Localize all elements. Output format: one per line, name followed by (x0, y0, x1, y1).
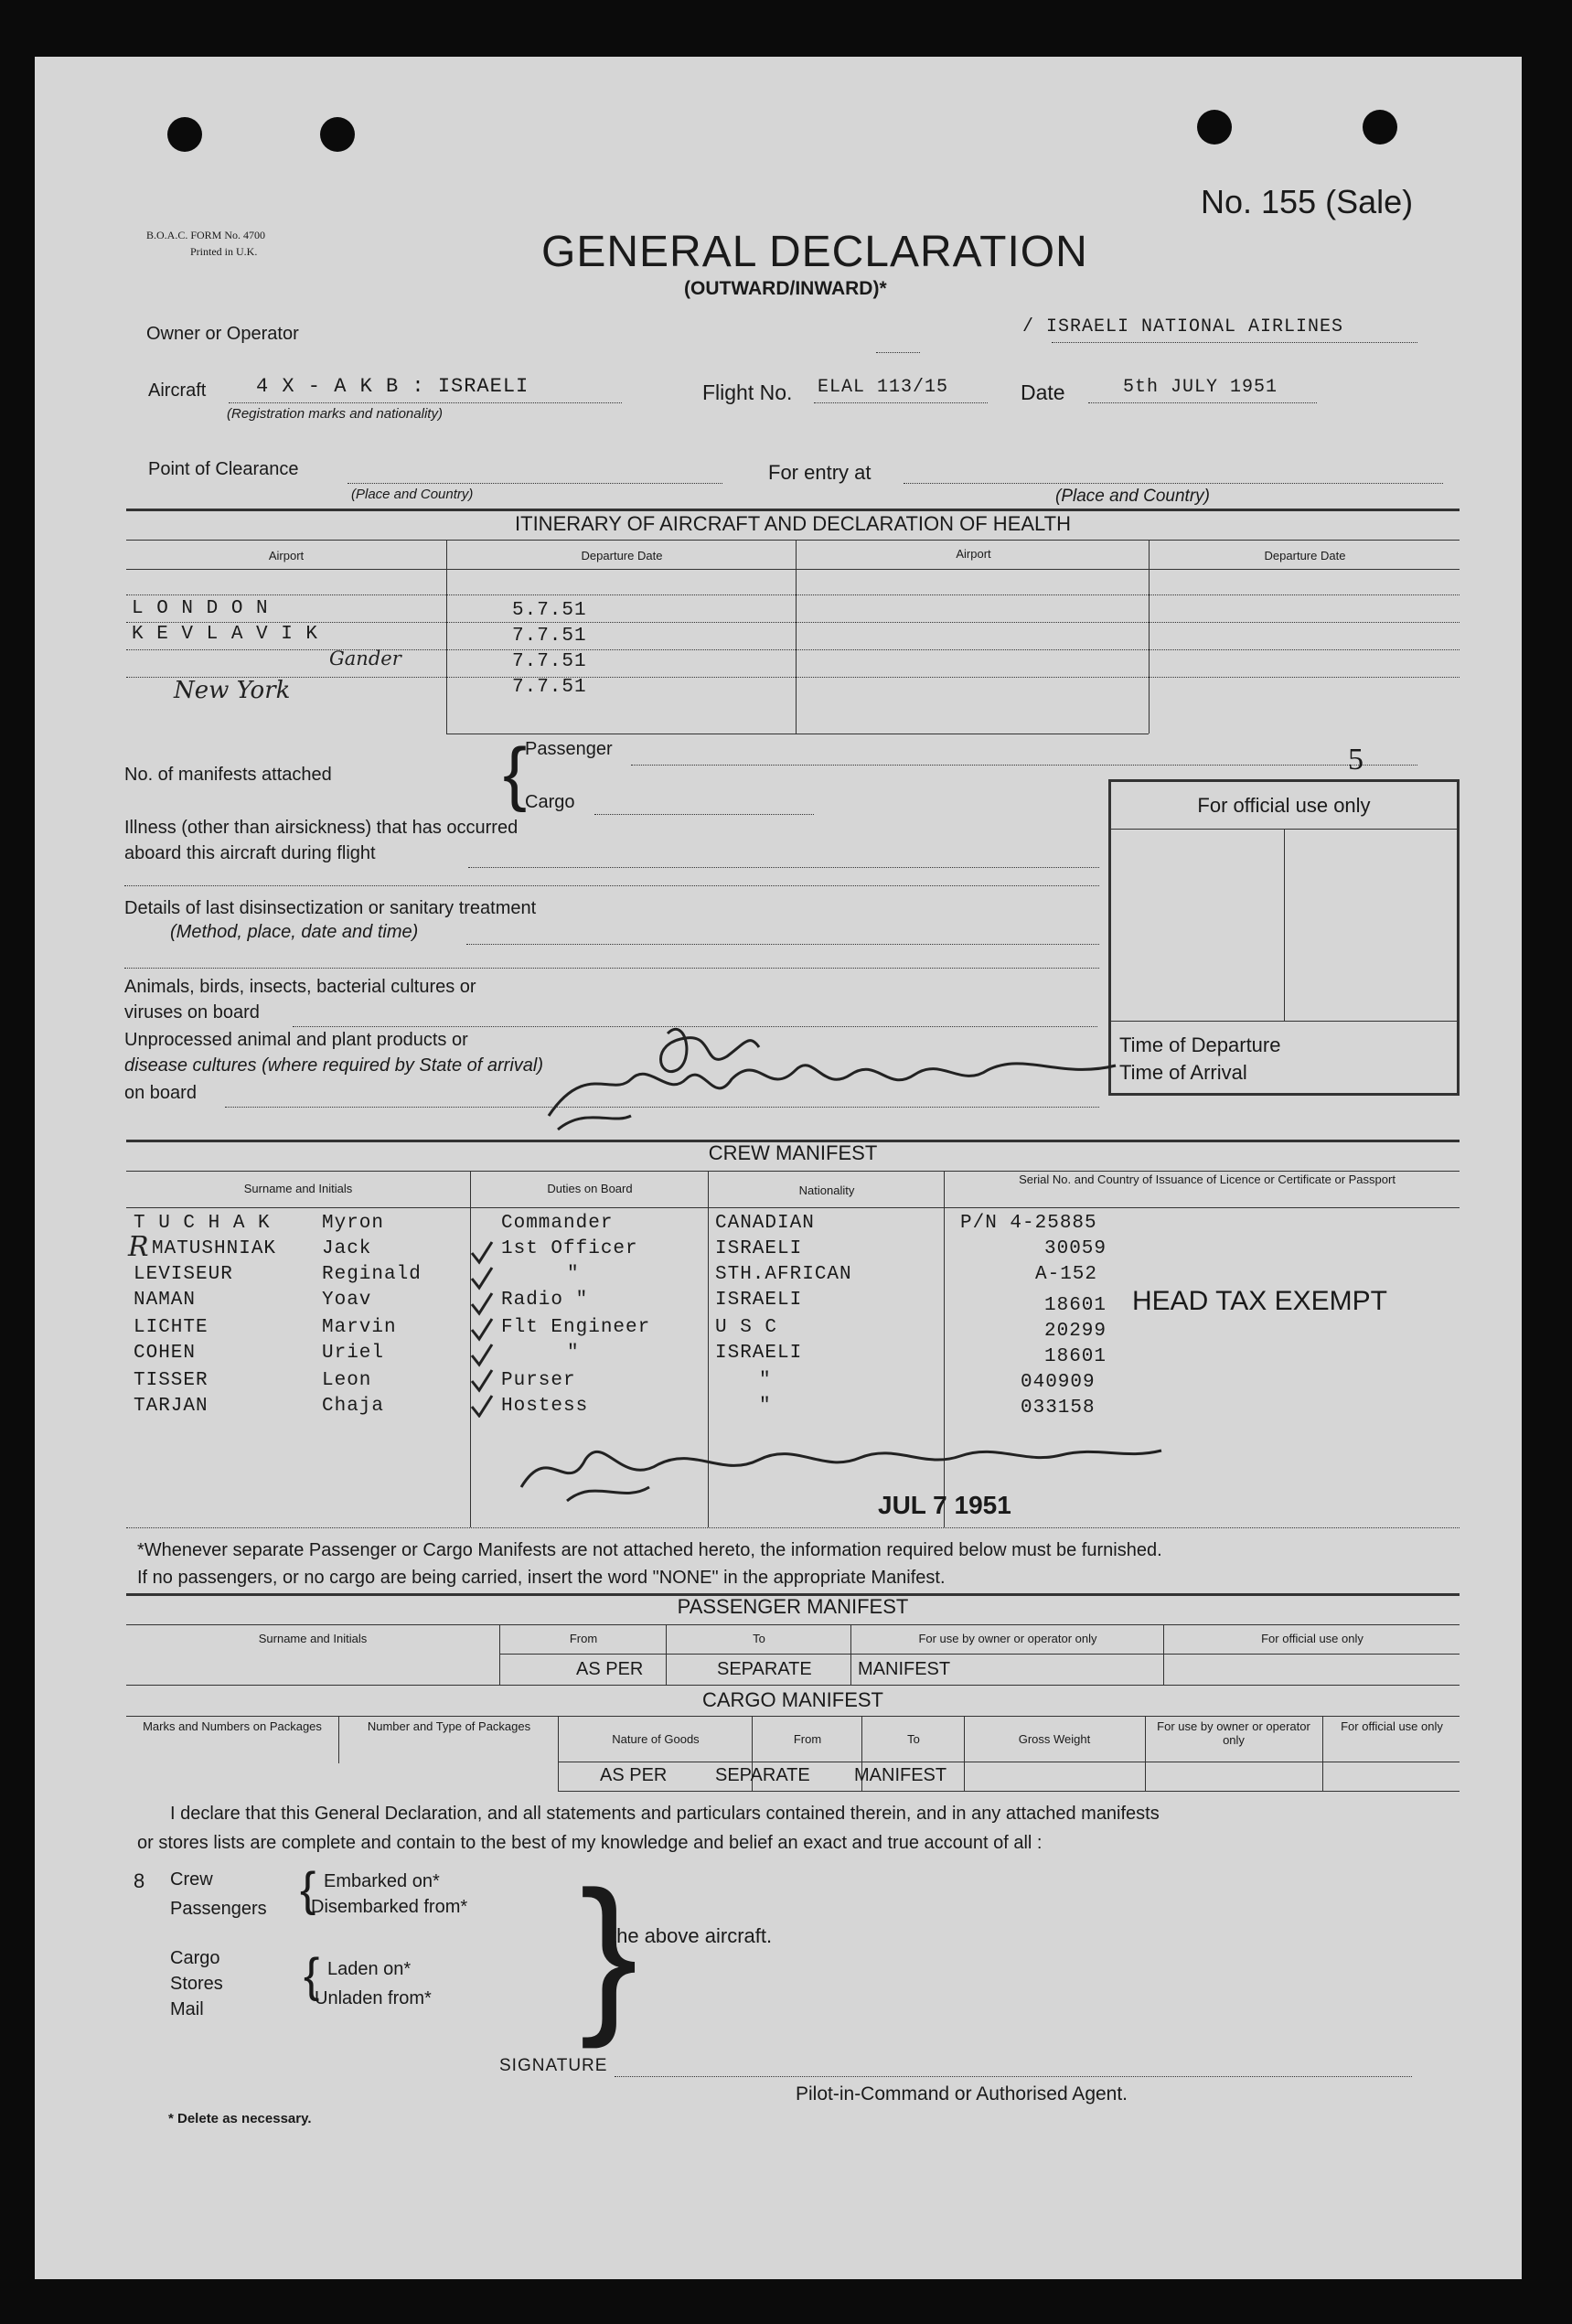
passenger-entry: SEPARATE (717, 1659, 812, 1679)
notice-rule (126, 1527, 1460, 1528)
cargo-header: From (793, 1732, 822, 1746)
cargo-rule (558, 1791, 1460, 1792)
check-marks (465, 1235, 519, 1418)
itinerary-header: Departure Date (581, 549, 663, 562)
crew-duty: Radio " (501, 1290, 589, 1311)
passenger-rule (126, 1685, 1460, 1686)
crew-serial: 18601 (1044, 1295, 1107, 1316)
stores-label: Stores (170, 1974, 223, 1994)
page-title: GENERAL DECLARATION (541, 228, 1088, 276)
section-line (124, 968, 1099, 969)
cargo-divider (558, 1716, 559, 1791)
cargo-footer-label: Cargo (170, 1948, 220, 1968)
official-use-title: For official use only (1197, 794, 1371, 817)
crew-duty: Commander (501, 1213, 614, 1234)
clearance-label: Point of Clearance (148, 459, 299, 479)
crew-nationality: ISRAELI (715, 1290, 803, 1311)
crew-nationality: " (759, 1396, 772, 1417)
crew-nationality: ISRAELI (715, 1238, 803, 1259)
signature-line (615, 2076, 1412, 2077)
passenger-divider (666, 1624, 667, 1685)
entry-label: For entry at (768, 461, 872, 484)
crew-header: Duties on Board (547, 1182, 633, 1195)
crew-duty: Purser (501, 1370, 576, 1391)
itinerary-rule (126, 569, 1460, 570)
time-arrival-label: Time of Arrival (1119, 1061, 1247, 1084)
itinerary-rule (126, 649, 1460, 650)
cargo-entry: AS PER (600, 1765, 668, 1785)
itinerary-rule (126, 677, 1460, 678)
passenger-line (631, 765, 1417, 766)
correction-mark: R (128, 1231, 149, 1263)
date-label: Date (1021, 380, 1065, 404)
cargo-manifest-title: CARGO MANIFEST (701, 1688, 883, 1711)
crew-firstname: Leon (322, 1370, 372, 1391)
entry-note: (Place and Country) (1055, 487, 1210, 506)
passenger-header: For use by owner or operator only (918, 1632, 1097, 1645)
aircraft-line (229, 402, 622, 403)
itinerary-date: 7.7.51 (512, 677, 587, 698)
crew-nationality: " (759, 1370, 772, 1391)
crew-count: 8 (134, 1869, 145, 1892)
products-label: Unprocessed animal and plant products or (124, 1030, 468, 1050)
crew-rule (126, 1171, 1460, 1172)
declaration-number: No. 155 (Sale) (1201, 183, 1414, 220)
aircraft-label: Aircraft (148, 380, 207, 401)
passenger-label: Passenger (525, 739, 613, 759)
itinerary-rule (126, 540, 1460, 541)
passenger-header: To (753, 1632, 765, 1645)
crew-nationality: STH.AFRICAN (715, 1264, 852, 1285)
cargo-divider (964, 1716, 965, 1791)
crew-serial: 20299 (1044, 1321, 1107, 1342)
operator-label: Owner or Operator (146, 324, 299, 344)
cargo-header: Number and Type of Packages (367, 1719, 531, 1733)
crew-duty: Hostess (501, 1396, 589, 1417)
cargo-header: To (907, 1732, 920, 1746)
above-aircraft: the above aircraft. (611, 1924, 773, 1947)
cargo-header: For use by owner or operator only (1157, 1719, 1310, 1747)
aircraft-value: 4 X - A K B : ISRAELI (256, 375, 529, 398)
crew-serial: 30059 (1044, 1238, 1107, 1259)
declaration-text: or stores lists are complete and contain to the best of my knowledge and belief an exact and true account of all : (137, 1833, 1043, 1853)
date-line (1088, 402, 1317, 403)
cargo-header: For official use only (1341, 1719, 1443, 1733)
disinsect-note: (Method, place, date and time) (170, 922, 419, 942)
section-line (124, 885, 1099, 886)
cargo-header: Marks and Numbers on Packages (143, 1719, 322, 1733)
manifest-count: 5 (1348, 743, 1363, 776)
animals-label: viruses on board (124, 1002, 260, 1023)
page-subtitle: (OUTWARD/INWARD)* (684, 278, 887, 299)
itinerary-rule (126, 509, 1460, 511)
crew-serial: 18601 (1044, 1346, 1107, 1367)
form-code: B.O.A.C. FORM No. 4700 (146, 229, 266, 241)
itinerary-airport: L O N D O N (132, 598, 269, 619)
manifests-label: No. of manifests attached (124, 765, 332, 785)
passenger-entry: MANIFEST (858, 1659, 951, 1679)
crew-firstname: Myron (322, 1213, 385, 1234)
products-label: on board (124, 1083, 197, 1103)
animals-label: Animals, birds, insects, bacterial cultures or (124, 977, 476, 997)
crew-duty: " (567, 1343, 580, 1364)
operator-value: / ISRAELI NATIONAL AIRLINES (1022, 316, 1344, 337)
disinsect-line (466, 944, 1099, 945)
pilot-label: Pilot-in-Command or Authorised Agent. (796, 2083, 1128, 2104)
products-label: disease cultures (where required by State of arrival) (124, 1055, 543, 1076)
date-stamp: JUL 7 1951 (878, 1491, 1011, 1519)
itinerary-divider (796, 540, 797, 734)
crew-rule (126, 1207, 1460, 1208)
crew-header: Nationality (798, 1183, 855, 1197)
disembarked-label: Disembarked from* (311, 1897, 468, 1917)
crew-duty: " (567, 1264, 580, 1285)
illness-line (468, 867, 1099, 868)
passenger-header: From (569, 1632, 598, 1645)
passenger-divider (1163, 1624, 1164, 1685)
printed-in: Printed in U.K. (190, 245, 258, 258)
notice-line: *Whenever separate Passenger or Cargo Manifests are not attached hereto, the information required below must be furnished. (137, 1540, 1162, 1560)
crew-nationality: U S C (715, 1317, 778, 1338)
itinerary-title: ITINERARY OF AIRCRAFT AND DECLARATION OF HEALTH (515, 512, 1071, 535)
illness-label: Illness (other than airsickness) that has occurred (124, 818, 519, 838)
itinerary-header: Airport (956, 547, 991, 561)
operator-line (876, 352, 920, 353)
cargo-divider (338, 1716, 339, 1763)
cargo-divider (1145, 1716, 1146, 1791)
crew-serial: 033158 (1021, 1398, 1096, 1419)
passenger-rule (499, 1654, 1460, 1655)
manifests-brace: { (503, 733, 528, 813)
time-departure-label: Time of Departure (1119, 1033, 1281, 1056)
itinerary-rule (126, 594, 1460, 595)
passenger-divider (499, 1624, 500, 1685)
crew-firstname: Marvin (322, 1317, 397, 1338)
passenger-manifest-title: PASSENGER MANIFEST (677, 1595, 909, 1618)
embark-brace: { (300, 1863, 316, 1916)
crew-label: Crew (170, 1869, 213, 1890)
crew-surname: TARJAN (134, 1396, 209, 1417)
crew-surname: T U C H A K (134, 1213, 271, 1234)
punch-hole (1197, 110, 1232, 145)
crew-firstname: Jack (322, 1238, 372, 1259)
passenger-divider (850, 1624, 851, 1685)
cargo-line (594, 814, 814, 815)
passenger-entry: AS PER (576, 1659, 644, 1679)
itinerary-header: Airport (268, 549, 305, 562)
disinsect-label: Details of last disinsectization or sanitary treatment (124, 898, 537, 918)
crew-surname: COHEN (134, 1343, 197, 1364)
clearance-note: (Place and Country) (351, 487, 474, 502)
crew-header: Surname and Initials (243, 1182, 353, 1195)
crew-duty: Flt Engineer (501, 1317, 651, 1338)
itinerary-date: 7.7.51 (512, 626, 587, 647)
punch-hole (320, 117, 355, 152)
official-use-divider (1284, 829, 1285, 1021)
crew-nationality: ISRAELI (715, 1343, 803, 1364)
unladen-label: Unladen from* (315, 1988, 432, 2008)
crew-surname: LICHTE (134, 1317, 209, 1338)
itinerary-date: 7.7.51 (512, 651, 587, 672)
crew-serial: A-152 (1035, 1264, 1098, 1285)
cargo-rule (126, 1716, 1460, 1717)
mail-label: Mail (170, 1999, 204, 2019)
head-tax-stamp: HEAD TAX EXEMPT (1132, 1286, 1387, 1316)
date-value: 5th JULY 1951 (1123, 377, 1278, 398)
flight-label: Flight No. (702, 380, 793, 404)
operator-line (1052, 342, 1417, 343)
official-use-rule (1108, 1021, 1460, 1022)
passenger-rule (126, 1624, 1460, 1625)
crew-duty: 1st Officer (501, 1238, 638, 1259)
cargo-entry: SEPARATE (715, 1765, 810, 1785)
crew-signature (512, 1423, 1171, 1505)
crew-title: CREW MANIFEST (708, 1141, 878, 1164)
itinerary-divider (446, 540, 447, 734)
crew-surname: LEVISEUR (134, 1264, 233, 1285)
signature-label: SIGNATURE (499, 2056, 608, 2075)
entry-line (904, 483, 1443, 484)
crew-surname: NAMAN (134, 1290, 197, 1311)
crew-serial: 040909 (1021, 1372, 1096, 1393)
aircraft-brace: } (580, 1856, 638, 2050)
punch-hole (1363, 110, 1397, 145)
clearance-line (348, 483, 722, 484)
notice-line: If no passengers, or no cargo are being carried, insert the word "NONE" in the appropriate Manifest. (137, 1568, 946, 1588)
footnote: * Delete as necessary. (168, 2111, 312, 2126)
itinerary-header: Departure Date (1264, 549, 1346, 562)
crew-firstname: Chaja (322, 1396, 385, 1417)
itinerary-airport: New York (174, 677, 291, 704)
aircraft-note: (Registration marks and nationality) (227, 406, 443, 422)
flight-number: ELAL 113/15 (818, 377, 949, 398)
cargo-entry: MANIFEST (854, 1765, 947, 1785)
cargo-divider (1322, 1716, 1323, 1791)
itinerary-airport: K E V L A V I K (132, 624, 319, 645)
passenger-header: For official use only (1261, 1632, 1363, 1645)
crew-surname: TISSER (134, 1370, 209, 1391)
punch-hole (167, 117, 202, 152)
embarked-label: Embarked on* (324, 1871, 440, 1891)
crew-nationality: CANADIAN (715, 1213, 815, 1234)
cargo-label: Cargo (525, 792, 575, 812)
crew-serial: P/N 4-25885 (960, 1213, 1097, 1234)
itinerary-airport: Gander (329, 648, 401, 669)
itinerary-rule (126, 622, 1460, 623)
cargo-header: Nature of Goods (612, 1732, 700, 1746)
passenger-header: Surname and Initials (258, 1632, 368, 1645)
crew-firstname: Yoav (322, 1290, 372, 1311)
crew-firstname: Uriel (322, 1343, 385, 1364)
crew-header: Serial No. and Country of Issuance of Licence or Certificate or Passport (1019, 1173, 1396, 1186)
crew-surname: MATUSHNIAK (152, 1238, 277, 1259)
flight-line (814, 402, 988, 403)
laden-brace: { (304, 1949, 320, 2002)
itinerary-date: 5.7.51 (512, 600, 587, 621)
passengers-label: Passengers (170, 1899, 267, 1919)
cargo-header: Gross Weight (1018, 1732, 1091, 1746)
illness-label: aboard this aircraft during flight (124, 843, 376, 863)
laden-label: Laden on* (327, 1959, 412, 1979)
itinerary-divider (1149, 540, 1150, 734)
declaration-text: I declare that this General Declaration, and all statements and particulars contained therein, and in any attached manifests (170, 1804, 1160, 1824)
handwritten-signature (530, 1006, 1134, 1143)
crew-firstname: Reginald (322, 1264, 422, 1285)
